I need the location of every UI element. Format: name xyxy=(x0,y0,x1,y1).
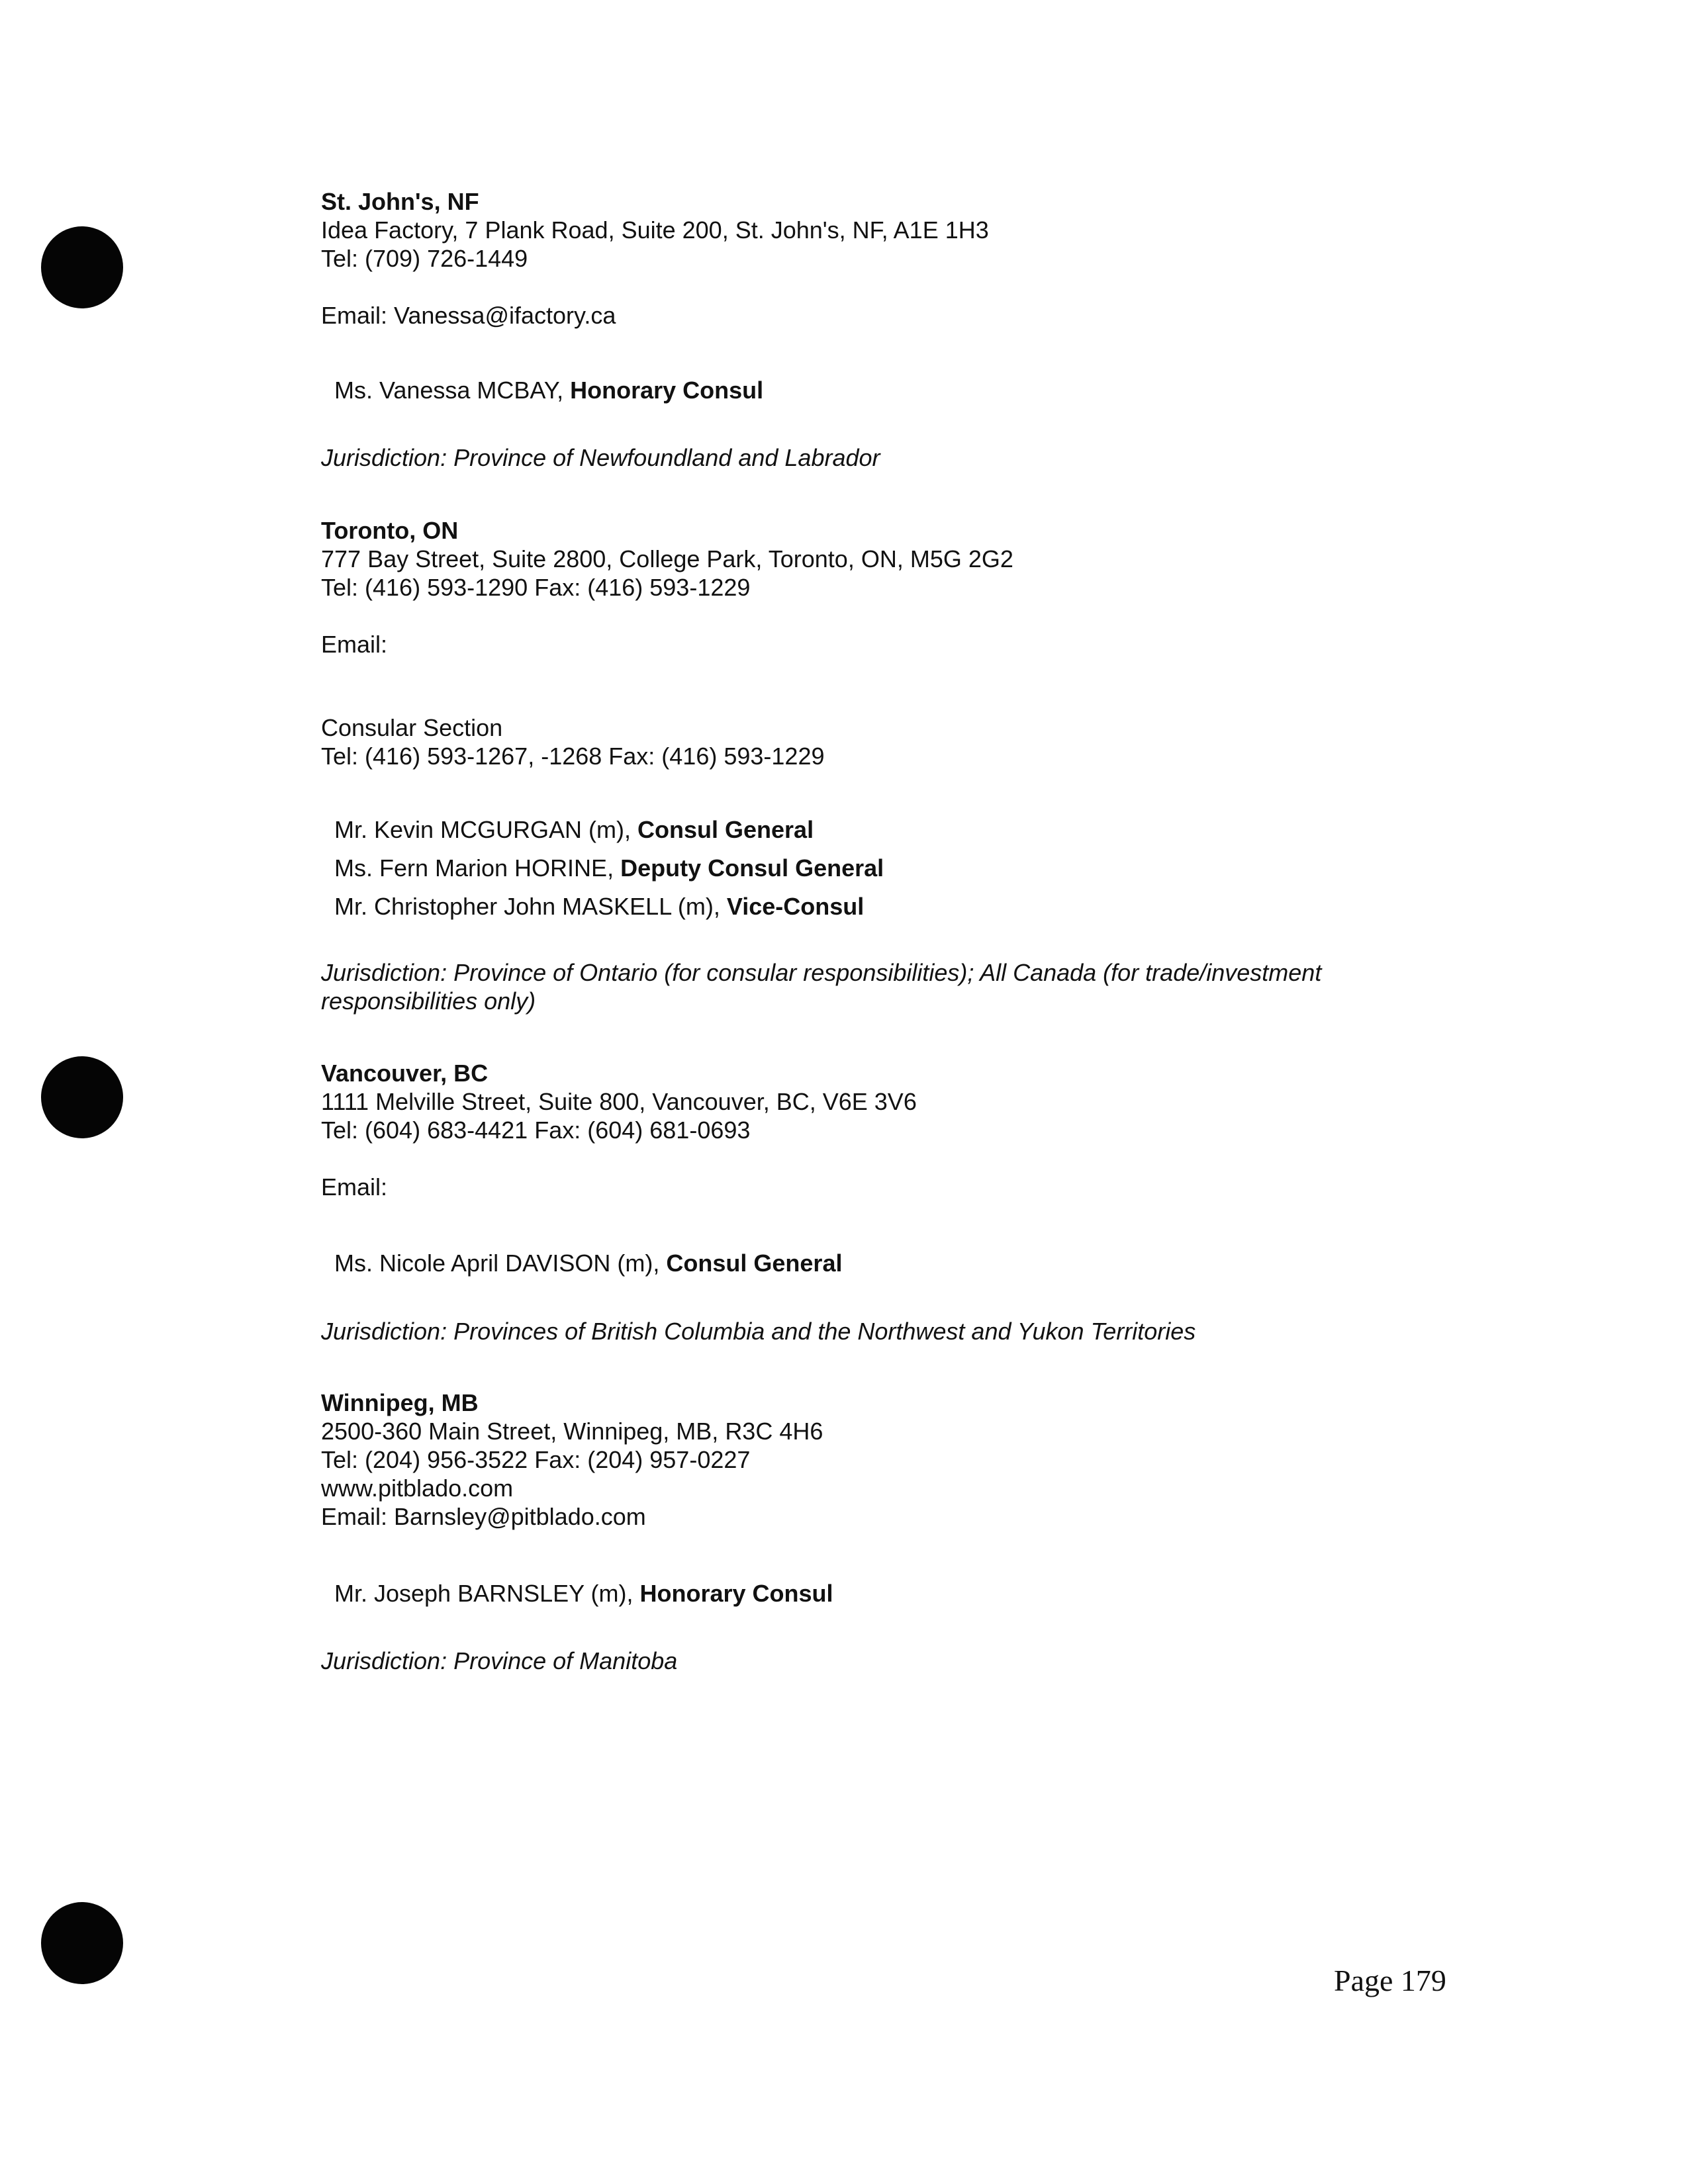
office-jurisdiction-continued: responsibilities only) xyxy=(321,987,536,1015)
staff-name: Mr. Kevin MCGURGAN (m), xyxy=(334,816,638,843)
office-phone: Tel: (604) 683-4421 Fax: (604) 681-0693 xyxy=(321,1116,751,1144)
punch-hole-bottom xyxy=(41,1902,123,1984)
staff-entry xyxy=(334,1249,842,1278)
office-city: Vancouver, BC xyxy=(321,1060,489,1087)
office-email: Email: Vanessa@ifactory.ca xyxy=(321,302,616,329)
office-email: Email: Barnsley@pitblado.com xyxy=(321,1503,646,1530)
staff-name: Mr. Joseph BARNSLEY (m), xyxy=(334,1580,640,1607)
office-jurisdiction: Jurisdiction: Province of Newfoundland and Labrador xyxy=(321,444,880,471)
office-phone: Tel: (709) 726-1449 xyxy=(321,245,528,272)
office-email: Email: xyxy=(321,1173,388,1201)
office-jurisdiction: Jurisdiction: Provinces of British Columbia and the Northwest and Yukon Territories xyxy=(321,1318,1196,1345)
office-phone: Tel: (204) 956-3522 Fax: (204) 957-0227 xyxy=(321,1446,751,1473)
office-address: 1111 Melville Street, Suite 800, Vancouver, BC, V6E 3V6 xyxy=(321,1088,917,1115)
staff-entry xyxy=(334,376,763,405)
staff-entry xyxy=(334,892,864,921)
staff-entry xyxy=(334,854,884,883)
office-jurisdiction: Jurisdiction: Province of Manitoba xyxy=(321,1647,678,1674)
staff-name: Ms. Fern Marion HORINE, xyxy=(334,854,621,882)
staff-entry xyxy=(334,815,814,844)
office-address: Idea Factory, 7 Plank Road, Suite 200, St. John's, NF, A1E 1H3 xyxy=(321,216,989,244)
office-address: 2500-360 Main Street, Winnipeg, MB, R3C 4H6 xyxy=(321,1418,823,1445)
office-address: 777 Bay Street, Suite 2800, College Park, Toronto, ON, M5G 2G2 xyxy=(321,545,1013,572)
punch-hole-top xyxy=(41,226,123,308)
office-city: St. John's, NF xyxy=(321,188,479,215)
staff-title: Vice-Consul xyxy=(726,893,865,920)
office-city: Winnipeg, MB xyxy=(321,1389,479,1416)
page-number: Page 179 xyxy=(1334,1964,1446,1997)
staff-title: Consul General xyxy=(637,816,814,843)
staff-name: Ms. Vanessa MCBAY, xyxy=(334,377,571,404)
office-website: www.pitblado.com xyxy=(321,1475,514,1502)
punch-hole-middle xyxy=(41,1056,123,1138)
office-email: Email: xyxy=(321,631,388,658)
staff-title: Honorary Consul xyxy=(570,377,764,404)
staff-name: Mr. Christopher John MASKELL (m), xyxy=(334,893,727,920)
staff-title: Deputy Consul General xyxy=(620,854,884,882)
office-phone: Tel: (416) 593-1290 Fax: (416) 593-1229 xyxy=(321,574,751,601)
staff-title: Consul General xyxy=(666,1250,843,1277)
consular-section-title: Consular Section xyxy=(321,714,503,741)
staff-name: Ms. Nicole April DAVISON (m), xyxy=(334,1250,667,1277)
consular-section-phone: Tel: (416) 593-1267, -1268 Fax: (416) 593-1229 xyxy=(321,743,825,770)
staff-entry xyxy=(334,1579,833,1608)
staff-title: Honorary Consul xyxy=(639,1580,833,1607)
office-city: Toronto, ON xyxy=(321,517,459,544)
office-jurisdiction: Jurisdiction: Province of Ontario (for consular responsibilities); All Canada (for trade/investment xyxy=(321,959,1322,986)
